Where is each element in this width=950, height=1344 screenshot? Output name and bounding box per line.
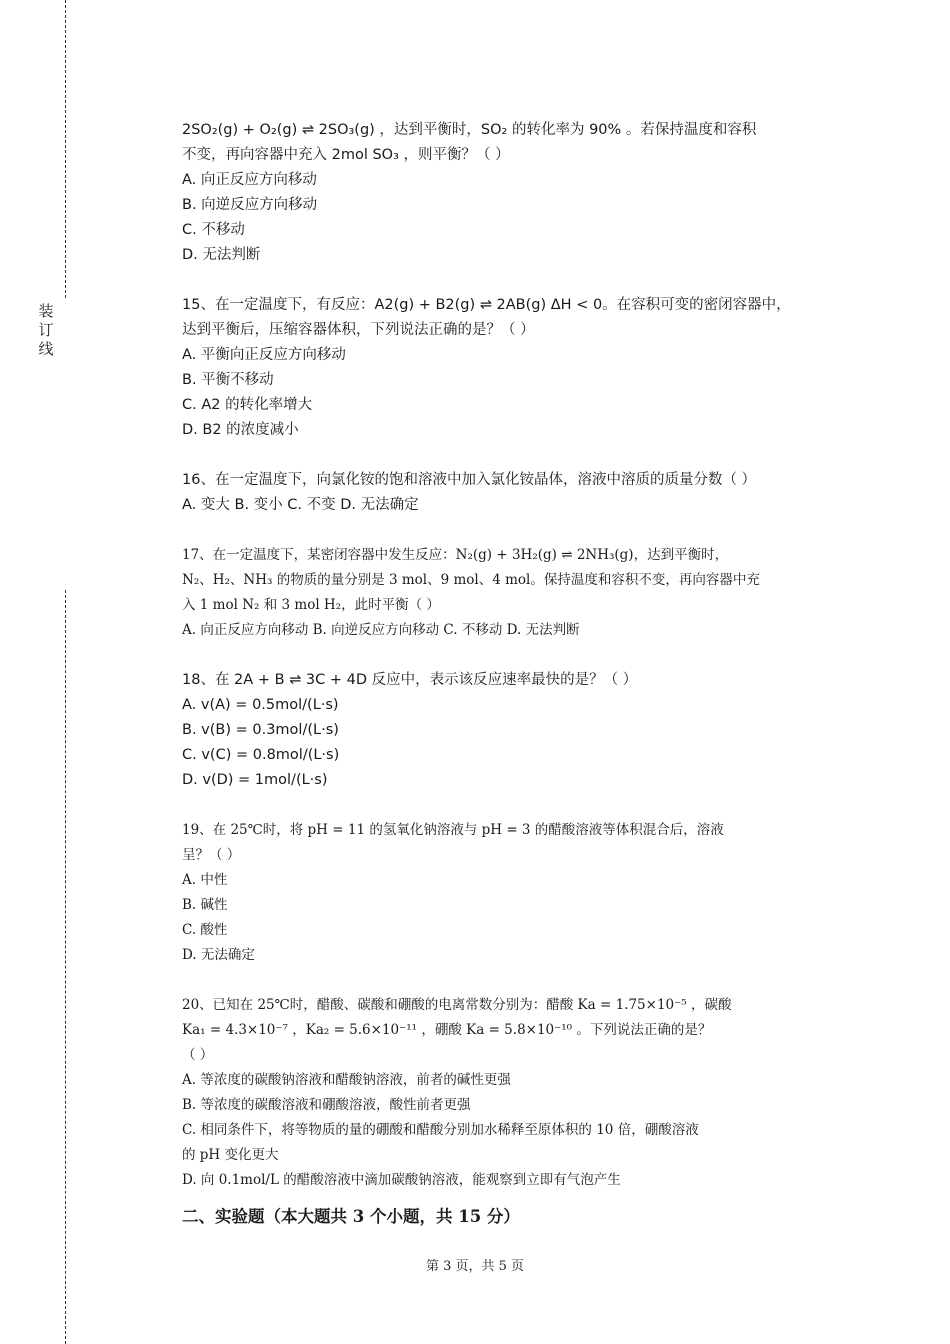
option-b: B. 碱性 — [182, 897, 228, 913]
option-c: C. 酸性 — [182, 922, 228, 938]
option-b: B. v(B) = 0.3mol/(L·s) — [182, 722, 339, 738]
option-a: A. 向正反应方向移动 — [182, 172, 317, 188]
question-text: Ka₁ = 4.3×10⁻⁷ ，Ka₂ = 5.6×10⁻¹¹ ，硼酸 Ka = 5.8×10⁻¹⁰ 。下列说法正确的是？ — [182, 1022, 712, 1038]
question-18 — [182, 668, 842, 793]
options-inline: A. 变大 B. 变小 C. 不变 D. 无法确定 — [182, 497, 419, 513]
question-text: 不变，再向容器中充入 2mol SO₃ ，则平衡？（ ） — [182, 147, 510, 163]
question-text: （ ） — [182, 1047, 214, 1063]
question-text: 入 1 mol N₂ 和 3 mol H₂，此时平衡（ ） — [182, 597, 440, 613]
question-text: 达到平衡后，压缩容器体积，下列说法正确的是？（ ） — [182, 322, 535, 338]
option-b: B. 平衡不移动 — [182, 372, 274, 388]
option-d: D. 向 0.1mol/L 的醋酸溶液中滴加碳酸钠溶液，能观察到立即有气泡产生 — [182, 1172, 621, 1188]
question-text: 20、已知在 25℃时，醋酸、碳酸和硼酸的电离常数分别为：醋酸 Ka = 1.75×10⁻⁵ ，碳酸 — [182, 997, 732, 1013]
question-text: 19、在 25℃时，将 pH = 11 的氢氧化钠溶液与 pH = 3 的醋酸溶液等体积混合后，溶液 — [182, 822, 724, 838]
option-a: A. 中性 — [182, 872, 228, 888]
options-inline: A. 向正反应方向移动 B. 向逆反应方向移动 C. 不移动 D. 无法判断 — [182, 622, 580, 638]
option-d: D. B2 的浓度减小 — [182, 422, 299, 438]
question-text: 16、在一定温度下，向氯化铵的饱和溶液中加入氯化铵晶体，溶液中溶质的质量分数（ ） — [182, 472, 757, 488]
question-text: 17、在一定温度下，某密闭容器中发生反应：N₂(g) + 3H₂(g) ⇌ 2NH₃(g)，达到平衡时， — [182, 547, 729, 563]
option-d: D. 无法确定 — [182, 947, 255, 963]
question-17 — [182, 543, 842, 643]
question-text: 2SO₂(g) + O₂(g) ⇌ 2SO₃(g) ，达到平衡时，SO₂ 的转化率为 90% 。若保持温度和容积 — [182, 122, 757, 138]
binding-char: 订 — [38, 321, 54, 339]
question-20 — [182, 993, 842, 1193]
option-c-continued: 的 pH 变化更大 — [182, 1147, 279, 1163]
binding-char: 线 — [38, 340, 54, 358]
option-c: C. 相同条件下，将等物质的量的硼酸和醋酸分别加水稀释至原体积的 10 倍，硼酸溶液 — [182, 1122, 699, 1138]
question-15 — [182, 293, 842, 443]
binding-label — [36, 302, 56, 359]
option-d: D. v(D) = 1mol/(L·s) — [182, 772, 328, 788]
section-title: 二、实验题（本大题共 3 个小题，共 15 分） — [182, 1207, 520, 1226]
question-19 — [182, 818, 842, 968]
question-16 — [182, 468, 842, 518]
option-c: C. v(C) = 0.8mol/(L·s) — [182, 747, 340, 763]
option-c: C. A2 的转化率增大 — [182, 397, 313, 413]
option-a: A. v(A) = 0.5mol/(L·s) — [182, 697, 339, 713]
binding-line-bottom — [65, 590, 66, 1344]
page-footer: 第 3 页，共 5 页 — [425, 1259, 525, 1274]
option-b: B. 向逆反应方向移动 — [182, 197, 318, 213]
question-text: 15、在一定温度下，有反应：A2(g) + B2(g) ⇌ 2AB(g) ΔH < 0。在容积可变的密闭容器中， — [182, 297, 791, 313]
page-content — [182, 118, 842, 1229]
question-text: 呈？（ ） — [182, 847, 241, 863]
option-a: A. 平衡向正反应方向移动 — [182, 347, 346, 363]
question-text: 18、在 2A + B ⇌ 3C + 4D 反应中，表示该反应速率最快的是？（ ） — [182, 672, 638, 688]
binding-line-top — [65, 0, 66, 298]
option-c: C. 不移动 — [182, 222, 245, 238]
option-b: B. 等浓度的碳酸溶液和硼酸溶液，酸性前者更强 — [182, 1097, 471, 1113]
option-d: D. 无法判断 — [182, 247, 261, 263]
question-text: N₂、H₂、NH₃ 的物质的量分别是 3 mol、9 mol、4 mol。保持温度和容积不变，再向容器中充 — [182, 572, 760, 588]
binding-char: 装 — [38, 302, 54, 320]
option-a: A. 等浓度的碳酸钠溶液和醋酸钠溶液，前者的碱性更强 — [182, 1072, 511, 1088]
question-14-tail — [182, 118, 842, 268]
